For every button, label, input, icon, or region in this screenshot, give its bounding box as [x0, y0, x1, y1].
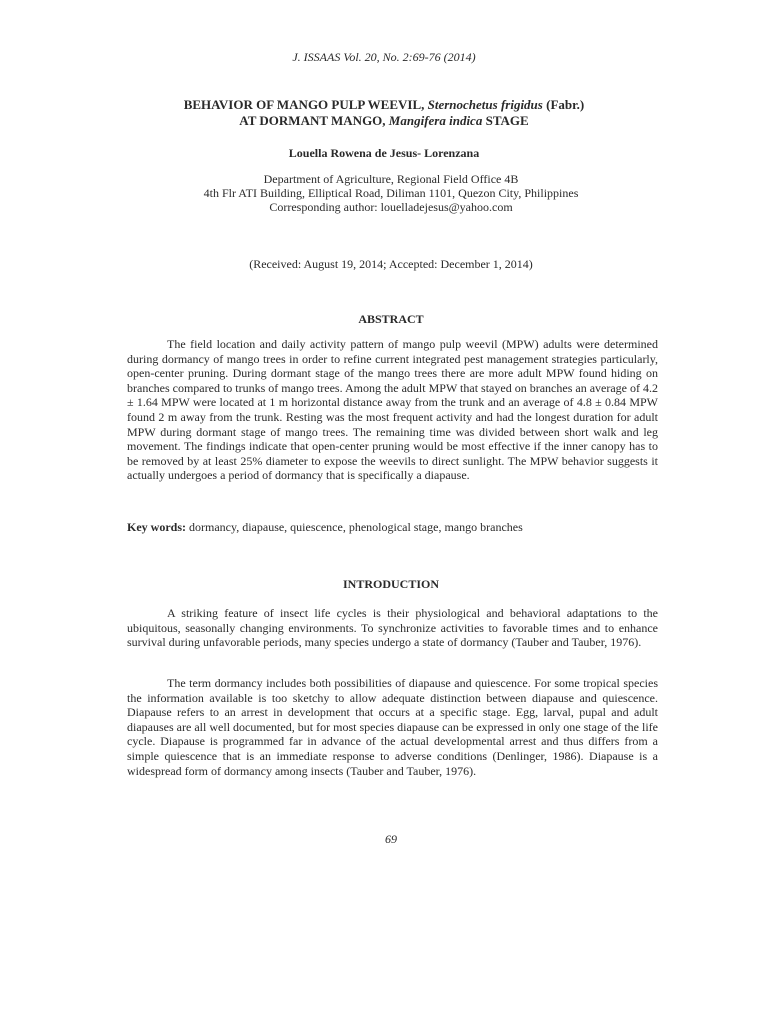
abstract-heading: ABSTRACT	[358, 312, 424, 326]
page-number: 69	[385, 832, 397, 846]
paper-title	[0, 97, 768, 129]
keywords-label: Key words:	[127, 520, 186, 534]
affiliation-address: 4th Flr ATI Building, Elliptical Road, Diliman 1101, Quezon City, Philippines	[203, 186, 579, 200]
keywords	[127, 520, 658, 535]
author-name: Louella Rowena de Jesus- Lorenzana	[288, 146, 480, 160]
affiliation	[0, 172, 768, 214]
affiliation-department: Department of Agriculture, Regional Field Office 4B	[263, 172, 519, 186]
received-dates: (Received: August 19, 2014; Accepted: December 1, 2014)	[249, 257, 533, 271]
corresponding-author: Corresponding author: louelladejesus@yahoo.com	[269, 200, 513, 214]
journal-citation: J. ISSAAS Vol. 20, No. 2:69-76 (2014)	[292, 50, 476, 64]
introduction-paragraph-2: The term dormancy includes both possibilities of diapause and quiescence. For some tropical species the information available is too sketchy to allow adequate distinction between diapause and quiescence. Diapause refers to an arrest in development that occurs at a specific stage. Egg, larval, pupal and adult diapauses are all well documented, but for most species diapause can be expressed in only one stage of the life cycle. Diapause is programmed far in advance of the actual developmental arrest and thus differs from a simple quiescence that is an immediate response to adverse conditions (Denlinger, 1986). Diapause is a widespread form of dormancy among insects (Tauber and Tauber, 1976).	[127, 676, 658, 778]
keywords-list: dormancy, diapause, quiescence, phenological stage, mango branches	[186, 520, 523, 534]
introduction-heading: INTRODUCTION	[342, 577, 439, 591]
title-line-2: AT DORMANT MANGO, Mangifera indica STAGE	[239, 113, 529, 128]
title-line-1: BEHAVIOR OF MANGO PULP WEEVIL, Sternochetus frigidus (Fabr.)	[183, 97, 585, 112]
introduction-paragraph-1: A striking feature of insect life cycles is their physiological and behavioral adaptations to the ubiquitous, seasonally changing environments. To synchronize activities to favorable times and to enhance survival during unfavorable periods, many species undergo a state of dormancy (Tauber and Tauber, 1976).	[127, 606, 658, 650]
abstract-text: The field location and daily activity pattern of mango pulp weevil (MPW) adults were determined during dormancy of mango trees in order to refine current integrated pest management strategies particularly, open-center pruning. During dormant stage of the mango trees there are more adult MPW found hiding on branches compared to trunks of mango trees. Among the adult MPW that stayed on branches an average of 4.2 ± 1.64 MPW were located at 1 m horizontal distance away from the trunk and an average of 4.8 ± 0.84 MPW found 2 m away from the trunk. Resting was the most frequent activity and had the longest duration for adult MPW during dormant stage of mango trees. The remaining time was divided between short walk and leg movement. The findings indicate that open-center pruning would be most effective if the inner canopy has to be removed by at least 25% diameter to expose the weevils to direct sunlight. The MPW behavior suggests it actually undergoes a period of dormancy that is specifically a diapause.	[127, 337, 658, 483]
